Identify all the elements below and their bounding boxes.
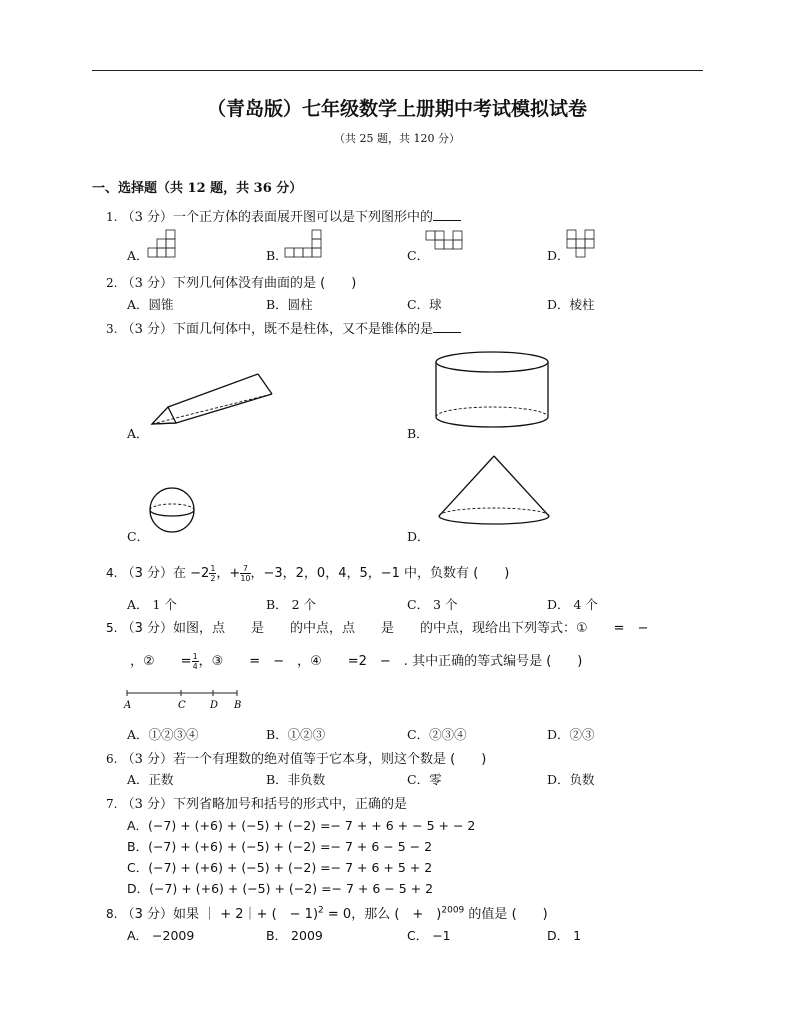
option-b[interactable]: B． 2 个: [266, 597, 317, 612]
question-number: 7.: [106, 797, 118, 811]
mixed-number-whole: −2: [190, 566, 210, 581]
option-c[interactable]: C．零: [407, 772, 442, 787]
question-text: （3 分）下列省略加号和括号的形式中，正确的是: [121, 797, 407, 812]
question-text-line1: （3 分）如图，点 是 的中点，点 是 的中点，现给出下列等式：① = −: [121, 621, 649, 636]
fraction-one-quarter: $\frac{1}{4}$: [192, 652, 198, 671]
answer-paren: ( ): [511, 907, 548, 922]
page-title: （青岛版）七年级数学上册期中考试模拟试卷: [206, 98, 587, 120]
question-text: （3 分）下面几何体中，既不是柱体，又不是锥体的是: [121, 322, 433, 337]
option-d[interactable]: D． 1: [547, 928, 582, 943]
option-d[interactable]: D．(−7) + (+6) + (−5) + (−2) =− 7 + 6 − 5 + 2: [127, 881, 434, 896]
answer-paren: ( ): [473, 566, 510, 581]
answer-paren: ( ): [450, 752, 487, 767]
option-a[interactable]: A．(−7) + (+6) + (−5) + (−2) =− 7 + + 6 + − 5 + − 2: [127, 818, 476, 833]
question-text-line2b: ，③ = − ，④ =2 − . 其中正确的等式编号是: [198, 654, 543, 669]
question-5: [106, 617, 648, 636]
point-label-c: C: [178, 700, 186, 711]
question-text-line2a: ，② =: [130, 654, 192, 669]
page-subtitle: （共 25 题，共 120 分）: [334, 132, 460, 145]
question-7: [106, 793, 407, 812]
cone-figure: [432, 452, 557, 532]
cylinder-figure: [432, 350, 557, 430]
option-a[interactable]: A．①②③④: [127, 727, 199, 742]
option-a[interactable]: A．正数: [127, 772, 174, 787]
question-number: 5.: [106, 621, 118, 635]
point-label-a: A: [124, 700, 132, 711]
question-text: （3 分）在: [121, 566, 186, 581]
top-rule: [92, 70, 703, 71]
option-c[interactable]: C．(−7) + (+6) + (−5) + (−2) =− 7 + 6 + 5 + 2: [127, 860, 433, 875]
option-d[interactable]: D．②③: [547, 727, 595, 742]
question-text-a: （3 分）如果 ｜ + 2｜+ ( − 1): [121, 907, 319, 922]
option-c[interactable]: C． 3 个: [407, 597, 458, 612]
exponent-2: 2: [318, 905, 324, 916]
question-6: [106, 748, 486, 767]
question-text: （3 分）若一个有理数的绝对值等于它本身，则这个数是: [121, 752, 446, 767]
net-figure-b: [285, 230, 325, 258]
question-number: 4.: [106, 566, 118, 580]
sphere-figure: [148, 486, 198, 536]
question-8: [106, 903, 548, 922]
option-a[interactable]: A．圆锥: [127, 297, 174, 312]
option-a[interactable]: A．: [127, 248, 149, 263]
question-number: 1.: [106, 210, 118, 224]
question-text-rest: ，−3，2，0，4，5，−1 中，负数有: [250, 566, 470, 581]
question-text: （3 分）下列几何体没有曲面的是: [121, 276, 316, 291]
option-b[interactable]: B．非负数: [266, 772, 326, 787]
fraction-seven-tenths: $\frac{7}{10}$: [240, 564, 251, 583]
answer-paren: ( ): [546, 654, 583, 669]
option-d[interactable]: D．棱柱: [547, 297, 595, 312]
net-figure-d: [567, 230, 597, 258]
option-a[interactable]: A． 1 个: [127, 597, 177, 612]
option-a[interactable]: A．: [127, 426, 149, 441]
option-b[interactable]: B．①②③: [266, 727, 326, 742]
option-d[interactable]: D．: [547, 248, 570, 263]
option-d[interactable]: D．: [407, 529, 430, 544]
question-4: [106, 562, 509, 583]
option-b[interactable]: B．圆柱: [266, 297, 313, 312]
option-d[interactable]: D．负数: [547, 772, 595, 787]
answer-paren: ( ): [320, 276, 357, 291]
point-label-b: B: [234, 700, 242, 711]
option-c[interactable]: C．: [127, 529, 150, 544]
option-d[interactable]: D． 4 个: [547, 597, 598, 612]
question-number: 2.: [106, 276, 118, 290]
option-b[interactable]: B．: [266, 248, 288, 263]
fraction-one-half: $\frac{1}{2}$: [210, 564, 216, 583]
triangular-prism-figure: [148, 370, 278, 430]
option-c[interactable]: C． −1: [407, 928, 451, 943]
question-3: [106, 318, 461, 337]
option-b[interactable]: B． 2009: [266, 928, 323, 943]
exponent-2009: 2009: [441, 905, 465, 916]
question-2: [106, 272, 356, 291]
question-text: （3 分）一个正方体的表面展开图可以是下列图形中的: [121, 210, 433, 225]
question-5-line2: [130, 650, 582, 671]
answer-blank: [433, 320, 461, 333]
net-figure-c: [426, 231, 466, 253]
point-label-d: D: [210, 700, 219, 711]
option-c[interactable]: C．球: [407, 297, 442, 312]
option-b[interactable]: B．(−7) + (+6) + (−5) + (−2) =− 7 + 6 − 5 − 2: [127, 839, 433, 854]
question-1: [106, 206, 461, 225]
option-c[interactable]: C．②③④: [407, 727, 467, 742]
question-text-b: = 0，那么 ( + ): [323, 907, 442, 922]
plus-sign: ，+: [216, 566, 241, 581]
option-b[interactable]: B．: [407, 426, 429, 441]
question-number: 3.: [106, 322, 118, 336]
question-number: 8.: [106, 907, 118, 921]
answer-blank: [433, 208, 461, 221]
section-heading: 一、选择题（共 12 题，共 36 分）: [92, 181, 303, 196]
option-a[interactable]: A． −2009: [127, 928, 195, 943]
question-number: 6.: [106, 752, 118, 766]
question-text-c: 的值是: [464, 907, 508, 922]
net-figure-a: [148, 230, 178, 258]
option-c[interactable]: C．: [407, 248, 430, 263]
segment-figure: [124, 688, 244, 710]
